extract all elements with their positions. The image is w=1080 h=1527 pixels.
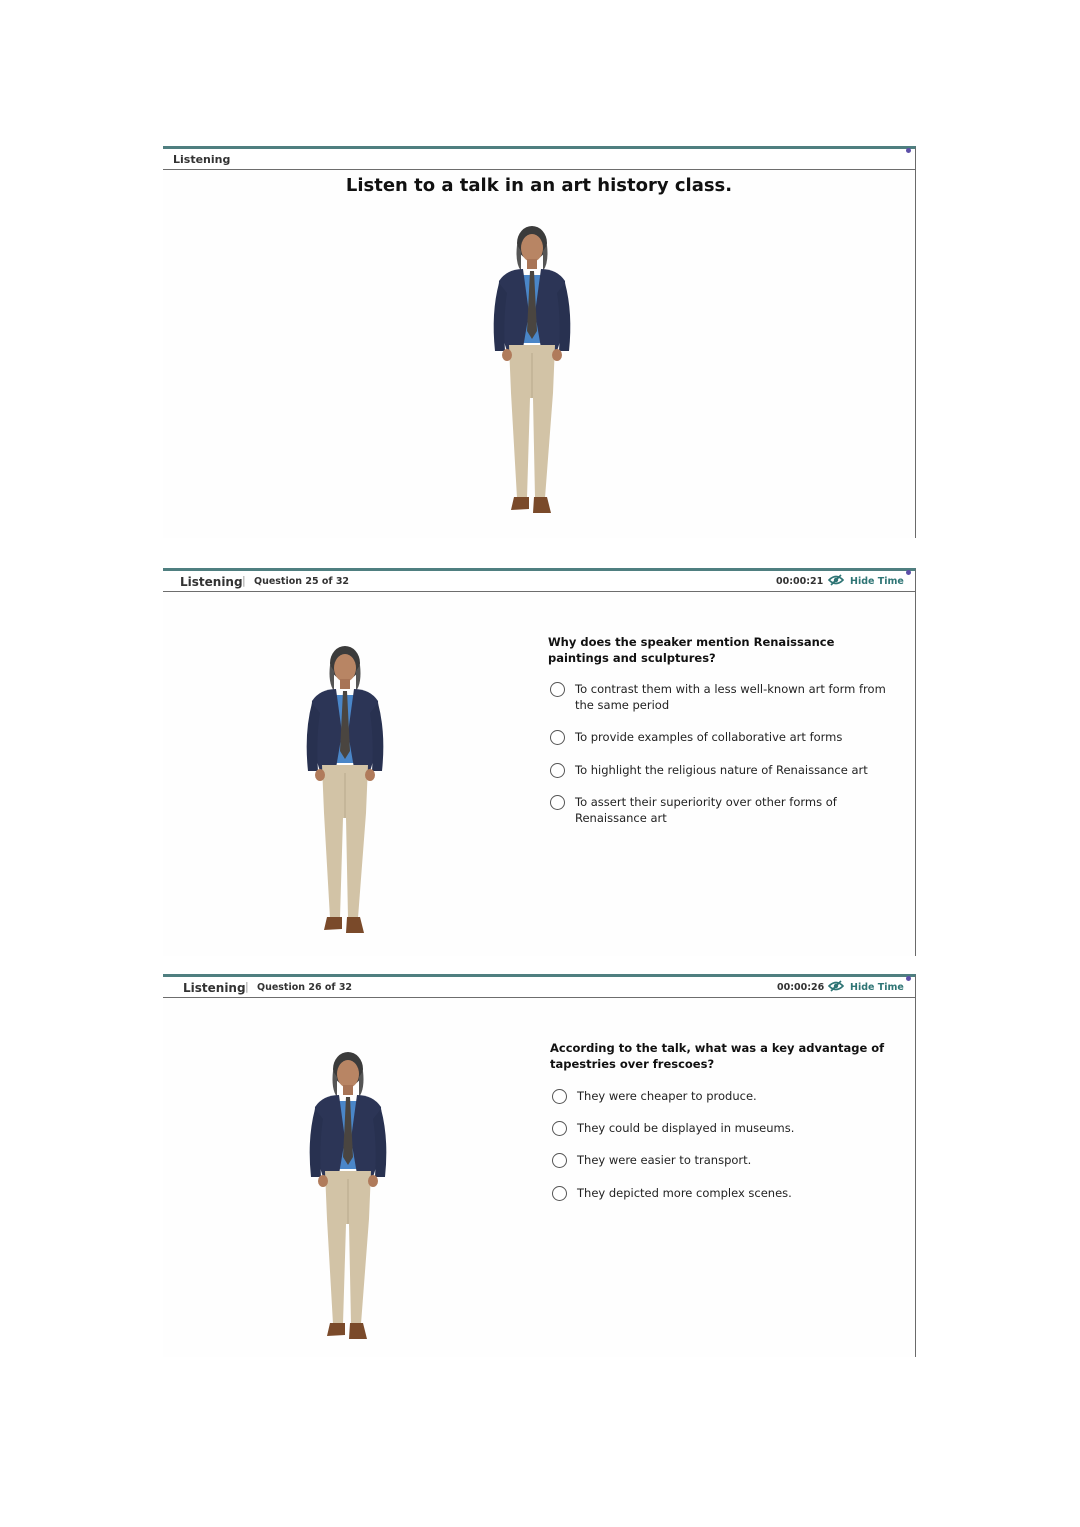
option-label[interactable]: They depicted more complex scenes.: [577, 1186, 792, 1200]
section-header: [163, 149, 915, 170]
section-label: Listening: [180, 575, 243, 589]
section-header: [163, 977, 915, 998]
option-label[interactable]: To contrast them with a less well-known art form from the same period: [575, 682, 886, 712]
question-counter: Question 25 of 32: [254, 576, 350, 587]
header-divider: |: [242, 574, 246, 587]
option-label[interactable]: To assert their superiority over other forms of Renaissance art: [575, 795, 837, 825]
question-panel-26: [163, 974, 916, 1357]
radio-button[interactable]: [550, 763, 565, 778]
status-dot: [906, 148, 911, 153]
question-text: According to the talk, what was a key advantage of tapestries over frescoes?: [550, 1041, 885, 1071]
status-dot: [906, 976, 911, 981]
speaker-image: [290, 643, 400, 943]
section-label: Listening: [183, 981, 246, 995]
question-counter: Question 26 of 32: [257, 982, 353, 993]
page-title: Listen to a talk in an art history class.: [345, 175, 733, 196]
radio-button[interactable]: [552, 1153, 567, 1168]
radio-button[interactable]: [552, 1186, 567, 1201]
hide-eye-icon[interactable]: [828, 574, 844, 586]
radio-button[interactable]: [550, 730, 565, 745]
option-label[interactable]: To highlight the religious nature of Renaissance art: [575, 763, 868, 777]
speaker-image: [477, 223, 587, 523]
timer: 00:00:26: [777, 982, 825, 993]
hide-time-button[interactable]: Hide Time: [850, 576, 904, 587]
intro-panel: [163, 146, 916, 538]
option-label[interactable]: They were easier to transport.: [577, 1153, 752, 1167]
radio-button[interactable]: [550, 795, 565, 810]
section-header: [163, 571, 915, 592]
speaker-image: [293, 1049, 403, 1349]
radio-button[interactable]: [552, 1089, 567, 1104]
status-dot: [906, 570, 911, 575]
radio-button[interactable]: [550, 682, 565, 697]
option-label[interactable]: They could be displayed in museums.: [577, 1121, 795, 1135]
option-label[interactable]: To provide examples of collaborative art forms: [575, 730, 843, 744]
timer: 00:00:21: [776, 576, 824, 587]
question-panel-25: [163, 568, 916, 956]
option-label[interactable]: They were cheaper to produce.: [577, 1089, 757, 1103]
question-text: Why does the speaker mention Renaissance paintings and sculptures?: [548, 635, 835, 665]
hide-time-button[interactable]: Hide Time: [850, 982, 904, 993]
header-divider: |: [245, 980, 249, 993]
section-label: Listening: [173, 153, 231, 166]
hide-eye-icon[interactable]: [828, 980, 844, 992]
radio-button[interactable]: [552, 1121, 567, 1136]
